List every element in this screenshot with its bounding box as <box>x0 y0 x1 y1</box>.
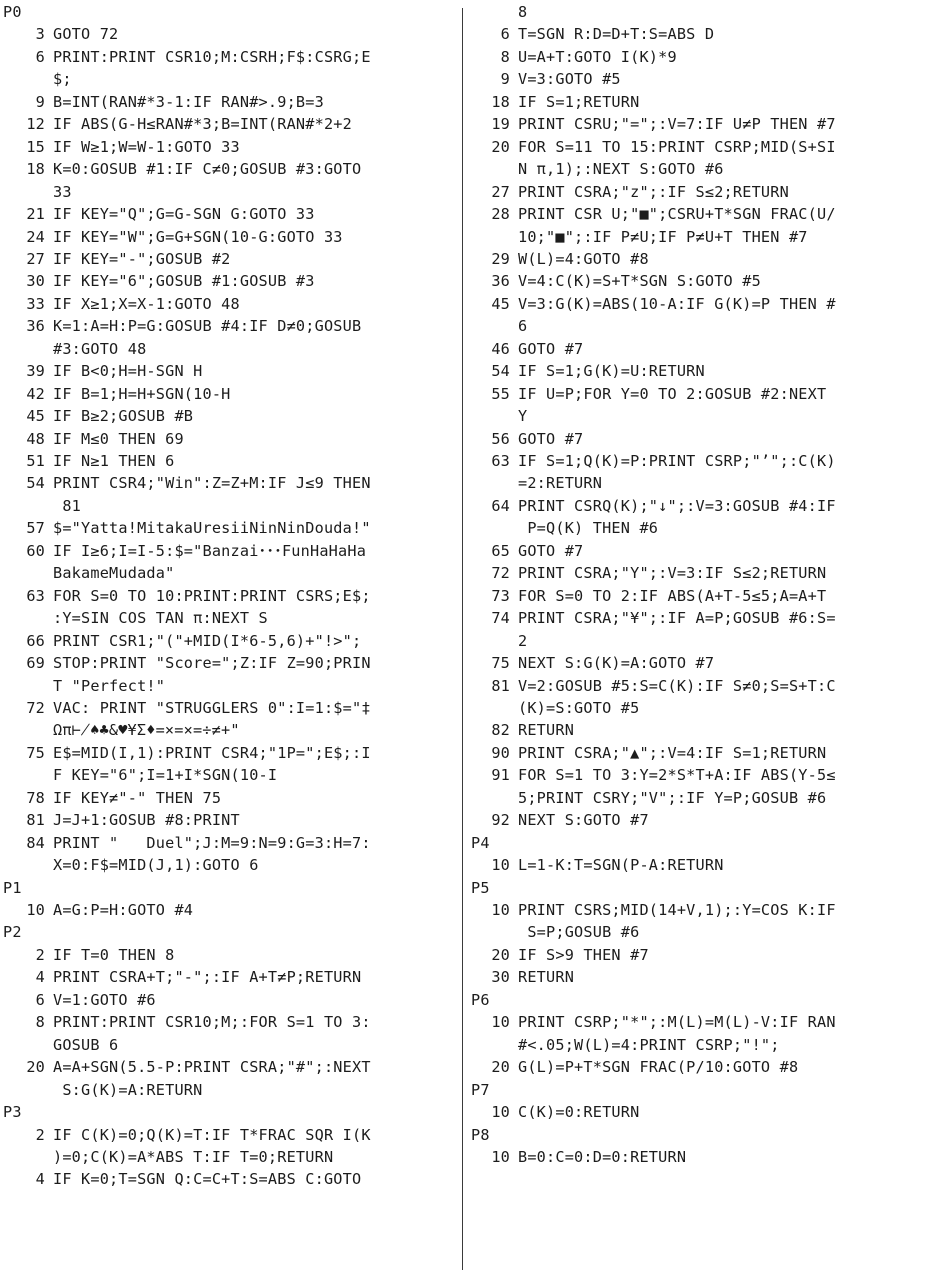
statement-text: N π,1);:NEXT S:GOTO #6 <box>518 160 724 179</box>
statement-text: B=INT(RAN#*3-1:IF RAN#>.9;B=3 <box>53 92 324 111</box>
statement-text: 8 <box>518 3 528 21</box>
line-number: 72 <box>26 698 45 717</box>
line-number: 55 <box>491 384 510 403</box>
statement-text: PRINT:PRINT CSR10;M:CSRH;F$:CSRG;E <box>53 47 371 66</box>
line-number: 6 <box>35 47 45 66</box>
line-number: 75 <box>491 654 510 673</box>
statement-text: G(L)=P+T*SGN FRAC(P/10:GOTO #8 <box>518 1058 799 1077</box>
program-area-header: P4 <box>471 833 490 852</box>
statement-text: IF K=0;T=SGN Q:C=C+T:S=ABS C:GOTO <box>53 1170 362 1189</box>
statement-text: #3:GOTO 48 <box>53 339 147 358</box>
column-divider <box>462 8 463 1270</box>
statement-text: =2:RETURN <box>518 474 603 493</box>
line-number: 28 <box>491 205 510 224</box>
line-number: 36 <box>26 317 45 336</box>
statement-text: IF KEY="6";GOSUB #1:GOSUB #3 <box>53 272 315 291</box>
line-number: 66 <box>26 631 45 650</box>
statement-text: IF S>9 THEN #7 <box>518 945 649 964</box>
line-number: 63 <box>491 452 510 470</box>
line-number: 15 <box>26 137 45 156</box>
line-number: 20 <box>26 1058 45 1077</box>
line-number: 69 <box>26 654 45 673</box>
line-number: 2 <box>35 1125 45 1144</box>
statement-text: U=A+T:GOTO I(K)*9 <box>518 47 677 66</box>
statement-text: K=1:A=H:P=G:GOSUB #4:IF D≠0;GOSUB <box>53 317 362 336</box>
line-number: 39 <box>26 362 45 381</box>
statement-text: GOSUB 6 <box>53 1035 119 1054</box>
statement-text: 33 <box>53 182 72 201</box>
statement-text: 2 <box>518 631 528 650</box>
statement-text: RETURN <box>518 721 575 740</box>
statement-text: RETURN <box>518 968 575 987</box>
line-number: 20 <box>491 137 510 156</box>
line-number: 64 <box>491 496 510 515</box>
statement-text: PRINT CSRA+T;"-";:IF A+T≠P;RETURN <box>53 968 362 987</box>
statement-text: T=SGN R:D=D+T:S=ABS D <box>518 25 715 44</box>
line-number: 12 <box>26 115 45 134</box>
line-number: 81 <box>26 811 45 830</box>
statement-text: S=P;GOSUB #6 <box>518 923 640 942</box>
statement-text: PRINT CSRA;"▲";:V=4:IF S=1;RETURN <box>518 743 827 762</box>
line-number: 65 <box>491 541 510 560</box>
program-area-header: P3 <box>3 1103 22 1122</box>
statement-text: T "Perfect!" <box>53 676 166 695</box>
line-number: 21 <box>26 205 45 224</box>
statement-text: V=3:GOTO #5 <box>518 70 621 89</box>
statement-text: IF M≤0 THEN 69 <box>53 429 184 448</box>
line-number: 46 <box>491 339 510 358</box>
line-number: 10 <box>26 901 45 919</box>
line-number: 63 <box>26 586 45 605</box>
statement-text: IF C(K)=0;Q(K)=T:IF T*FRAC SQR I(K <box>53 1125 371 1144</box>
statement-text: GOTO #7 <box>518 429 584 448</box>
line-number: 91 <box>491 766 510 785</box>
statement-text: IF W≥1;W=W-1:GOTO 33 <box>53 137 240 156</box>
statement-text: IF N≥1 THEN 6 <box>53 452 175 470</box>
statement-text: V=1:GOTO #6 <box>53 990 156 1009</box>
statement-text: IF KEY="W";G=G+SGN(10-G:GOTO 33 <box>53 227 343 246</box>
line-number: 54 <box>491 362 510 381</box>
statement-text: NEXT S:GOTO #7 <box>518 811 649 830</box>
line-number: 36 <box>491 272 510 291</box>
statement-text: PRINT CSRS;MID(14+V,1);:Y=COS K:IF <box>518 901 836 919</box>
statement-text: PRINT CSRA;"Y";:V=3:IF S≤2;RETURN <box>518 564 827 583</box>
statement-text: GOTO 72 <box>53 25 119 44</box>
line-number: 30 <box>491 968 510 987</box>
program-area-header: P6 <box>471 990 490 1009</box>
statement-text: FOR S=0 TO 2:IF ABS(A+T-5≤5;A=A+T <box>518 586 827 605</box>
line-number: 9 <box>35 92 45 111</box>
line-number: 81 <box>491 676 510 695</box>
statement-text: NEXT S:G(K)=A:GOTO #7 <box>518 654 715 673</box>
statement-text: E$=MID(I,1):PRINT CSR4;"1P=";E$;:I <box>53 743 371 762</box>
line-number: 9 <box>500 70 510 89</box>
line-number: 56 <box>491 429 510 448</box>
statement-text: VAC: PRINT "STRUGGLERS 0":I=1:$="‡ <box>53 698 371 717</box>
statement-text: IF KEY="-";GOSUB #2 <box>53 249 231 268</box>
line-number: 45 <box>26 407 45 426</box>
statement-text: A=G:P=H:GOTO #4 <box>53 901 194 919</box>
statement-text: #<.05;W(L)=4:PRINT CSRP;"!"; <box>518 1035 780 1054</box>
line-number: 82 <box>491 721 510 740</box>
statement-text: PRINT CSR U;"■";CSRU+T*SGN FRAC(U/ <box>518 205 836 224</box>
line-number: 4 <box>35 1170 45 1189</box>
line-number: 20 <box>491 945 510 964</box>
program-area-header: P8 <box>471 1125 490 1144</box>
statement-text: F KEY="6";I=1+I*SGN(10-I <box>53 766 278 785</box>
statement-text: IF S=1;Q(K)=P:PRINT CSRP;"’";:C(K) <box>518 452 836 470</box>
statement-text: FOR S=11 TO 15:PRINT CSRP;MID(S+SI <box>518 137 836 156</box>
line-number: 10 <box>491 856 510 875</box>
line-number: 84 <box>26 833 45 852</box>
statement-text: IF KEY="Q";G=G-SGN G:GOTO 33 <box>53 205 315 224</box>
line-number: 24 <box>26 227 45 246</box>
line-number: 29 <box>491 249 510 268</box>
statement-text: W(L)=4:GOTO #8 <box>518 249 649 268</box>
statement-text: S:G(K)=A:RETURN <box>53 1080 203 1099</box>
statement-text: PRINT CSRA;"¥";:IF A=P;GOSUB #6:S= <box>518 609 836 628</box>
statement-text: STOP:PRINT "Score=";Z:IF Z=90;PRIN <box>53 654 371 673</box>
statement-text: IF B≥2;GOSUB #B <box>53 407 194 426</box>
statement-text: IF S=1;G(K)=U:RETURN <box>518 362 705 381</box>
line-number: 10 <box>491 1013 510 1032</box>
line-number: 90 <box>491 743 510 762</box>
line-number: 6 <box>500 25 510 44</box>
statement-text: X=0:F$=MID(J,1):GOTO 6 <box>53 856 259 875</box>
line-number: 74 <box>491 609 510 628</box>
statement-text: PRINT:PRINT CSR10;M;:FOR S=1 TO 3: <box>53 1013 371 1032</box>
statement-text: FOR S=1 TO 3:Y=2*S*T+A:IF ABS(Y-5≤ <box>518 766 836 785</box>
line-number: 6 <box>35 990 45 1009</box>
program-area-header: P0 <box>3 3 22 21</box>
statement-text: PRINT " Duel";J:M=9:N=9:G=3:H=7: <box>53 833 371 852</box>
statement-text: GOTO #7 <box>518 541 584 560</box>
line-number: 78 <box>26 788 45 807</box>
statement-text: P=Q(K) THEN #6 <box>518 519 659 538</box>
line-number: 33 <box>26 294 45 313</box>
line-number: 19 <box>491 115 510 134</box>
line-number: 18 <box>491 92 510 111</box>
statement-text: PRINT CSR1;"("+MID(I*6-5,6)+"!>"; <box>53 631 362 650</box>
statement-text: V=2:GOSUB #5:S=C(K):IF S≠0;S=S+T:C <box>518 676 836 695</box>
line-number: 4 <box>35 968 45 987</box>
statement-text: )=0;C(K)=A*ABS T:IF T=0;RETURN <box>53 1147 334 1166</box>
statement-text: IF B<0;H=H-SGN H <box>53 362 203 381</box>
statement-text: (K)=S:GOTO #5 <box>518 698 640 717</box>
line-number: 18 <box>26 160 45 179</box>
line-number: 42 <box>26 384 45 403</box>
program-area-header: P7 <box>471 1080 490 1099</box>
line-number: 8 <box>500 47 510 66</box>
line-number: 60 <box>26 541 45 560</box>
statement-text: IF I≥6;I=I-5:$="Banzai･･･FunHaHaHa <box>53 541 367 560</box>
statement-text: :Y=SIN COS TAN π:NEXT S <box>53 609 268 628</box>
line-number: 73 <box>491 586 510 605</box>
line-number: 30 <box>26 272 45 291</box>
statement-text: PRINT CSRQ(K);"↓";:V=3:GOSUB #4:IF <box>518 496 836 515</box>
statement-text: K=0:GOSUB #1:IF C≠0;GOSUB #3:GOTO <box>53 160 362 179</box>
line-number: 10 <box>491 901 510 919</box>
line-number: 3 <box>35 25 45 44</box>
statement-text: A=A+SGN(5.5-P:PRINT CSRA;"#";:NEXT <box>53 1058 371 1077</box>
line-number: 27 <box>26 249 45 268</box>
program-area-header: P2 <box>3 923 22 942</box>
statement-text: IF B=1;H=H+SGN(10-H <box>53 384 231 403</box>
statement-text: B=0:C=0:D=0:RETURN <box>518 1147 687 1166</box>
line-number: 20 <box>491 1058 510 1077</box>
statement-text: IF KEY≠"-" THEN 75 <box>53 788 222 807</box>
statement-text: C(K)=0:RETURN <box>518 1103 640 1122</box>
statement-text: FOR S=0 TO 10:PRINT:PRINT CSRS;E$; <box>53 586 371 605</box>
statement-text: Ωπ⊬♠♣&♥¥Σ♦=×=×=÷≠+" <box>53 721 240 740</box>
statement-text: J=J+1:GOSUB #8:PRINT <box>53 811 240 830</box>
line-number: 92 <box>491 811 510 830</box>
line-number: 57 <box>26 519 45 538</box>
statement-text: IF X≥1;X=X-1:GOTO 48 <box>53 294 240 313</box>
statement-text: GOTO #7 <box>518 339 584 358</box>
statement-text: L=1-K:T=SGN(P-A:RETURN <box>518 856 724 875</box>
line-number: 45 <box>491 294 510 313</box>
statement-text: V=3:G(K)=ABS(10-A:IF G(K)=P THEN # <box>518 294 836 313</box>
line-number: 51 <box>26 452 45 470</box>
statement-text: $="Yatta!MitakaUresiiNinNinDouda!" <box>53 519 371 538</box>
statement-text: PRINT CSRA;"z";:IF S≤2;RETURN <box>518 182 789 201</box>
line-number: 75 <box>26 743 45 762</box>
statement-text: BakameMudada" <box>53 564 175 583</box>
statement-text: Y <box>518 407 528 426</box>
statement-text: $; <box>53 70 72 89</box>
statement-text: 6 <box>518 317 528 336</box>
statement-text: IF ABS(G-H≤RAN#*3;B=INT(RAN#*2+2 <box>53 115 352 134</box>
statement-text: PRINT CSRP;"*";:M(L)=M(L)-V:IF RAN <box>518 1013 836 1032</box>
line-number: 10 <box>491 1147 510 1166</box>
line-number: 48 <box>26 429 45 448</box>
program-area-header: P5 <box>471 878 490 897</box>
line-number: 2 <box>35 945 45 964</box>
line-number: 10 <box>491 1103 510 1122</box>
statement-text: PRINT CSRU;"=";:V=7:IF U≠P THEN #7 <box>518 115 836 134</box>
statement-text: 10;"■";:IF P≠U;IF P≠U+T THEN #7 <box>518 227 808 246</box>
statement-text: IF S=1;RETURN <box>518 92 640 111</box>
statement-text: PRINT CSR4;"Win":Z=Z+M:IF J≤9 THEN <box>53 474 371 493</box>
program-area-header: P1 <box>3 878 22 897</box>
line-number: 72 <box>491 564 510 583</box>
statement-text: 5;PRINT CSRY;"V";:IF Y=P;GOSUB #6 <box>518 788 827 807</box>
line-number: 8 <box>35 1013 45 1032</box>
statement-text: 81 <box>53 496 82 515</box>
statement-text: IF U=P;FOR Y=0 TO 2:GOSUB #2:NEXT <box>518 384 827 403</box>
statement-text: V=4:C(K)=S+T*SGN S:GOTO #5 <box>518 272 761 291</box>
statement-text: IF T=0 THEN 8 <box>53 945 175 964</box>
line-number: 54 <box>26 474 45 493</box>
line-number: 27 <box>491 182 510 201</box>
